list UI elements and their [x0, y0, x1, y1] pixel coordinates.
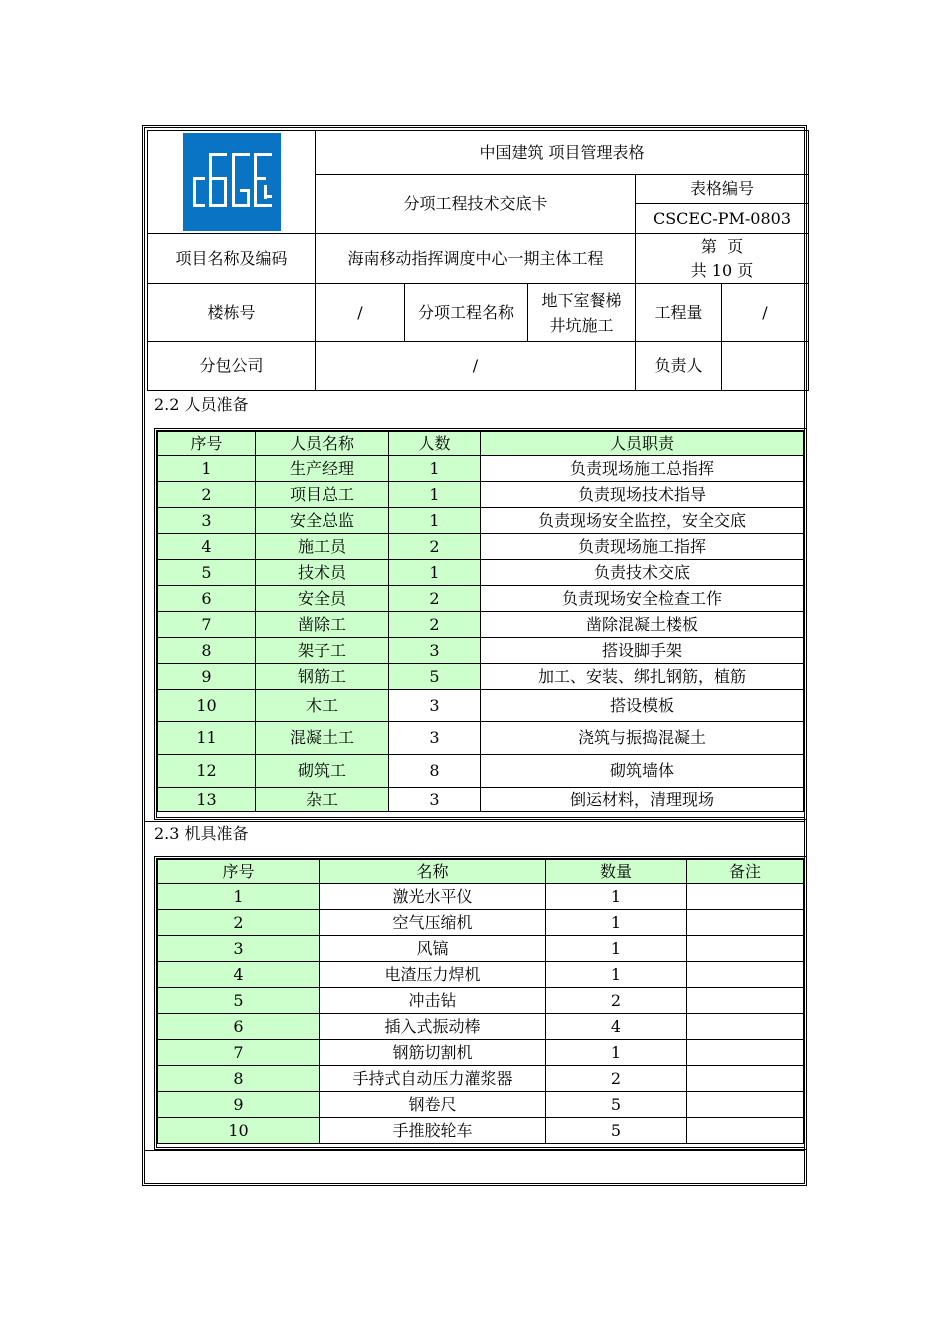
quantity-label: 工程量 [636, 284, 722, 342]
personnel-cell: 凿除工 [256, 612, 389, 638]
equipment-table-frame [154, 856, 807, 1150]
personnel-cell: 1 [389, 482, 481, 508]
personnel-cell: 负责技术交底 [481, 560, 804, 586]
equipment-cell: 5 [546, 1118, 687, 1144]
personnel-column-header: 人员名称 [256, 432, 389, 456]
personnel-cell: 1 [389, 508, 481, 534]
equipment-column-header: 数量 [546, 860, 687, 884]
equipment-row [158, 1066, 804, 1092]
equipment-cell: 1 [546, 962, 687, 988]
personnel-row [158, 456, 804, 482]
personnel-cell: 3 [389, 788, 481, 812]
quantity-value: / [722, 284, 809, 342]
personnel-cell: 混凝土工 [256, 722, 389, 755]
subcontractor-value: / [316, 342, 636, 391]
subcontractor-label: 分包公司 [148, 342, 316, 391]
personnel-cell: 凿除混凝土楼板 [481, 612, 804, 638]
equipment-cell: 1 [546, 1040, 687, 1066]
equipment-cell: 5 [158, 988, 320, 1014]
personnel-column-header: 人员职责 [481, 432, 804, 456]
personnel-cell: 2 [389, 612, 481, 638]
personnel-cell: 安全总监 [256, 508, 389, 534]
responsible-label: 负责人 [636, 342, 722, 391]
form-number: CSCEC-PM-0803 [652, 209, 792, 228]
form-number-label: 表格编号 [636, 175, 808, 204]
equipment-cell: 空气压缩机 [320, 910, 546, 936]
personnel-cell: 钢筋工 [256, 664, 389, 690]
page-number: 第 页 [700, 236, 744, 256]
personnel-cell: 搭设模板 [481, 690, 804, 722]
personnel-cell: 12 [158, 755, 256, 788]
equipment-row [158, 1040, 804, 1066]
personnel-cell: 6 [158, 586, 256, 612]
personnel-header-row [158, 432, 804, 456]
personnel-cell: 倒运材料，清理现场 [481, 788, 804, 812]
equipment-row [158, 1014, 804, 1040]
equipment-cell: 6 [158, 1014, 320, 1040]
personnel-cell: 3 [158, 508, 256, 534]
personnel-cell: 杂工 [256, 788, 389, 812]
equipment-cell [687, 1092, 804, 1118]
personnel-cell: 加工、安装、绑扎钢筋，植筋 [481, 664, 804, 690]
personnel-cell: 9 [158, 664, 256, 690]
equipment-cell: 2 [546, 988, 687, 1014]
equipment-cell [687, 1118, 804, 1144]
personnel-cell: 13 [158, 788, 256, 812]
equipment-cell: 4 [158, 962, 320, 988]
personnel-cell: 负责现场安全检查工作 [481, 586, 804, 612]
equipment-row [158, 1092, 804, 1118]
equipment-cell [687, 884, 804, 910]
equipment-cell [687, 962, 804, 988]
project-label: 项目名称及编码 [148, 234, 316, 284]
cscec-logo-icon [183, 133, 281, 231]
subitem-label: 分项工程名称 [405, 284, 528, 342]
equipment-cell: 激光水平仪 [320, 884, 546, 910]
personnel-cell: 1 [389, 456, 481, 482]
personnel-cell: 生产经理 [256, 456, 389, 482]
equipment-cell [687, 988, 804, 1014]
logo-cell [148, 131, 316, 234]
equipment-cell: 1 [546, 884, 687, 910]
personnel-cell: 砌筑工 [256, 755, 389, 788]
personnel-cell: 技术员 [256, 560, 389, 586]
personnel-row [158, 788, 804, 812]
equipment-row [158, 988, 804, 1014]
personnel-row [158, 638, 804, 664]
equipment-column-header: 备注 [687, 860, 804, 884]
personnel-cell: 2 [389, 586, 481, 612]
equipment-cell: 钢筋切割机 [320, 1040, 546, 1066]
page-total: 共 10 页 [690, 260, 754, 280]
equipment-row [158, 1118, 804, 1144]
equipment-cell: 1 [546, 936, 687, 962]
card-title: 分项工程技术交底卡 [316, 175, 636, 234]
equipment-cell [687, 1040, 804, 1066]
personnel-row [158, 560, 804, 586]
personnel-section-title: 2.2 人员准备 [154, 395, 249, 414]
personnel-cell: 负责现场施工总指挥 [481, 456, 804, 482]
equipment-cell: 钢卷尺 [320, 1092, 546, 1118]
personnel-cell: 4 [158, 534, 256, 560]
personnel-row [158, 690, 804, 722]
equipment-section-title: 2.3 机具准备 [154, 824, 249, 843]
equipment-row [158, 936, 804, 962]
equipment-cell [687, 910, 804, 936]
personnel-table [157, 431, 804, 812]
personnel-column-header: 序号 [158, 432, 256, 456]
personnel-cell: 2 [158, 482, 256, 508]
personnel-cell: 搭设脚手架 [481, 638, 804, 664]
personnel-cell: 负责现场技术指导 [481, 482, 804, 508]
equipment-cell: 电渣压力焊机 [320, 962, 546, 988]
personnel-cell: 3 [389, 690, 481, 722]
personnel-cell: 7 [158, 612, 256, 638]
personnel-cell: 8 [158, 638, 256, 664]
personnel-cell: 2 [389, 534, 481, 560]
personnel-cell: 8 [389, 755, 481, 788]
equipment-cell: 4 [546, 1014, 687, 1040]
personnel-cell: 5 [389, 664, 481, 690]
personnel-table-frame [154, 428, 807, 820]
equipment-row [158, 884, 804, 910]
equipment-column-header: 序号 [158, 860, 320, 884]
equipment-cell: 10 [158, 1118, 320, 1144]
equipment-cell [687, 1014, 804, 1040]
equipment-cell: 手推胶轮车 [320, 1118, 546, 1144]
personnel-cell: 5 [158, 560, 256, 586]
personnel-cell: 1 [158, 456, 256, 482]
personnel-cell: 负责现场安全监控，安全交底 [481, 508, 804, 534]
equipment-cell [687, 936, 804, 962]
personnel-cell: 施工员 [256, 534, 389, 560]
personnel-row [158, 508, 804, 534]
section-divider [145, 821, 804, 822]
equipment-cell: 2 [158, 910, 320, 936]
personnel-cell: 项目总工 [256, 482, 389, 508]
equipment-cell: 3 [158, 936, 320, 962]
form-header-table [147, 130, 809, 391]
personnel-row [158, 612, 804, 638]
personnel-cell: 3 [389, 638, 481, 664]
equipment-row [158, 962, 804, 988]
building-label: 楼栋号 [148, 284, 316, 342]
personnel-row [158, 722, 804, 755]
personnel-cell: 1 [389, 560, 481, 586]
equipment-cell: 5 [546, 1092, 687, 1118]
equipment-cell: 7 [158, 1040, 320, 1066]
equipment-cell: 手持式自动压力灌浆器 [320, 1066, 546, 1092]
equipment-cell: 插入式振动棒 [320, 1014, 546, 1040]
responsible-value [722, 342, 809, 391]
equipment-cell: 冲击钻 [320, 988, 546, 1014]
personnel-column-header: 人数 [389, 432, 481, 456]
personnel-cell: 10 [158, 690, 256, 722]
personnel-row [158, 586, 804, 612]
equipment-header-row [158, 860, 804, 884]
subitem-value-line1: 地下室餐梯 [541, 290, 622, 310]
equipment-cell: 8 [158, 1066, 320, 1092]
personnel-row [158, 755, 804, 788]
equipment-cell: 9 [158, 1092, 320, 1118]
company-form-title: 中国建筑 项目管理表格 [316, 131, 809, 175]
personnel-cell: 木工 [256, 690, 389, 722]
equipment-table [157, 859, 804, 1144]
equipment-cell: 风镐 [320, 936, 546, 962]
building-value: / [316, 284, 405, 342]
equipment-cell [687, 1066, 804, 1092]
personnel-cell: 架子工 [256, 638, 389, 664]
personnel-row [158, 482, 804, 508]
personnel-row [158, 664, 804, 690]
equipment-row [158, 910, 804, 936]
personnel-cell: 3 [389, 722, 481, 755]
personnel-cell: 11 [158, 722, 256, 755]
bottom-divider [145, 1150, 804, 1151]
equipment-cell: 2 [546, 1066, 687, 1092]
equipment-column-header: 名称 [320, 860, 546, 884]
project-name: 海南移动指挥调度中心一期主体工程 [316, 234, 636, 284]
equipment-cell: 1 [158, 884, 320, 910]
equipment-cell: 1 [546, 910, 687, 936]
personnel-cell: 负责现场施工指挥 [481, 534, 804, 560]
personnel-cell: 浇筑与振捣混凝土 [481, 722, 804, 755]
personnel-cell: 安全员 [256, 586, 389, 612]
personnel-cell: 砌筑墙体 [481, 755, 804, 788]
personnel-row [158, 534, 804, 560]
subitem-value-line2: 井坑施工 [549, 315, 614, 335]
technical-disclosure-form [142, 125, 807, 1186]
